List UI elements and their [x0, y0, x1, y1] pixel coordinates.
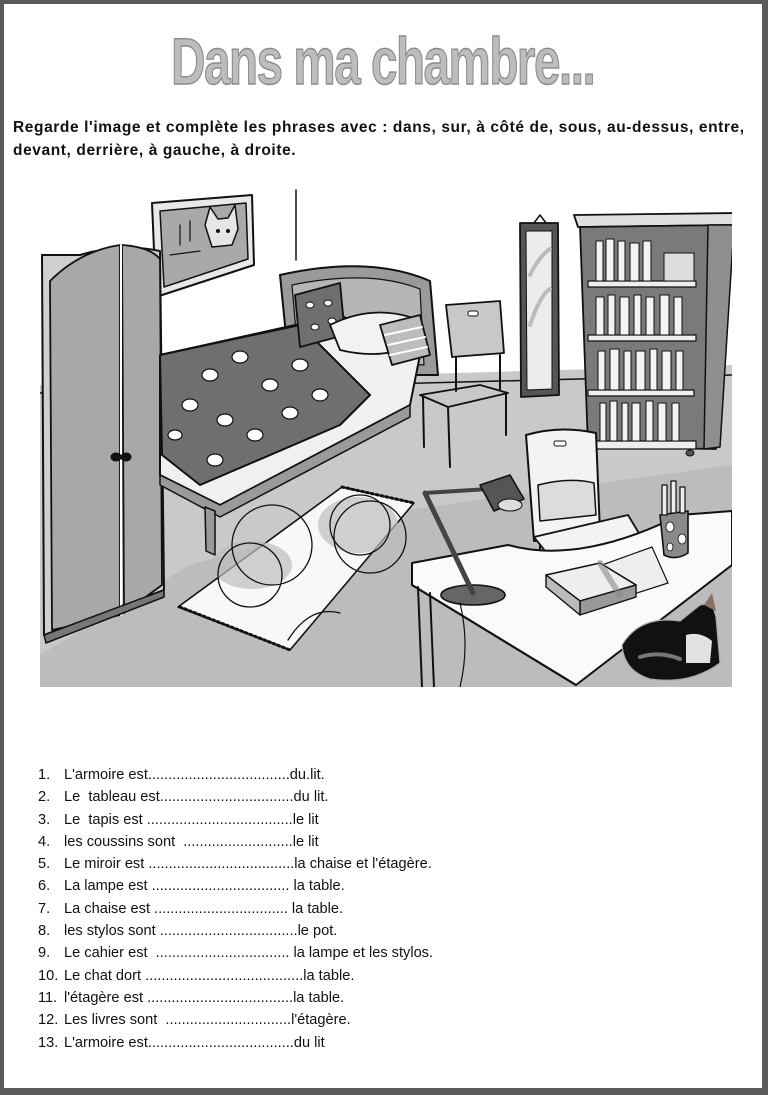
exercise-number: 4. [38, 833, 51, 850]
exercise-item [38, 1009, 738, 1031]
exercise-sentence[interactable]: L'armoire est...................................du.lit. [64, 767, 325, 783]
instructions-text: Regarde l'image et complète les phrases avec : dans, sur, à côté de, sous, au-dessus, entre, devant, derrière, à gauche, à droite. [13, 119, 745, 159]
exercise-sentence[interactable]: Le miroir est ....................................la chaise et l'étagère. [64, 856, 432, 873]
exercise-number: 5. [38, 856, 51, 873]
exercise-sentence[interactable]: Le tableau est.................................du lit. [64, 789, 329, 806]
exercise-item [38, 809, 738, 831]
exercise-sentence[interactable]: La chaise est ................................. la table. [64, 900, 344, 917]
pen-pot [660, 481, 688, 558]
exercise-number: 13. [38, 1034, 59, 1051]
exercise-sentence[interactable]: La lampe est .................................. la table. [64, 878, 345, 895]
exercise-number: 3. [38, 811, 51, 828]
exercise-number: 7. [38, 900, 51, 917]
exercise-item [38, 920, 738, 942]
exercise-sentence[interactable]: Le tapis est ....................................le lit [64, 811, 319, 828]
exercise-sentence[interactable]: les coussins sont ...........................le lit [64, 833, 319, 850]
exercise-item [38, 786, 738, 808]
bedroom-illustration [40, 185, 732, 687]
worksheet-page [4, 4, 762, 1088]
exercise-item [38, 875, 738, 897]
exercise-item [38, 965, 738, 987]
exercise-sentence[interactable]: Le chat dort .......................................la table. [64, 967, 355, 984]
exercise-item [38, 1032, 738, 1054]
exercise-item [38, 942, 738, 964]
exercise-item [38, 898, 738, 920]
exercise-number: 12. [38, 1012, 59, 1029]
bookshelf [574, 213, 732, 456]
exercise-number: 9. [38, 945, 51, 962]
exercise-sentence[interactable]: les stylos sont ..................................le pot. [64, 923, 338, 940]
wardrobe [42, 245, 164, 643]
exercise-item [38, 853, 738, 875]
exercise-number: 1. [38, 767, 51, 783]
exercise-sentence[interactable]: Le cahier est ................................. la lampe et les stylos. [64, 945, 434, 962]
exercise-item [38, 831, 738, 853]
exercise-sentence[interactable]: L'armoire est....................................du lit [64, 1034, 325, 1051]
exercise-number: 2. [38, 789, 51, 806]
exercise-number: 6. [38, 878, 51, 895]
exercise-number: 8. [38, 923, 51, 940]
cat-picture-frame [152, 195, 254, 297]
exercise-number: 10. [38, 967, 59, 984]
page-title: Dans ma chambre... [171, 24, 595, 98]
exercise-list [38, 764, 738, 1054]
mirror [520, 215, 559, 397]
exercise-sentence[interactable]: Les livres sont ...............................l'étagère. [64, 1012, 351, 1029]
exercise-number: 11. [38, 989, 58, 1006]
exercise-item [38, 764, 738, 786]
exercise-sentence[interactable]: l'étagère est ....................................la table. [64, 989, 345, 1006]
exercise-item [38, 987, 738, 1009]
